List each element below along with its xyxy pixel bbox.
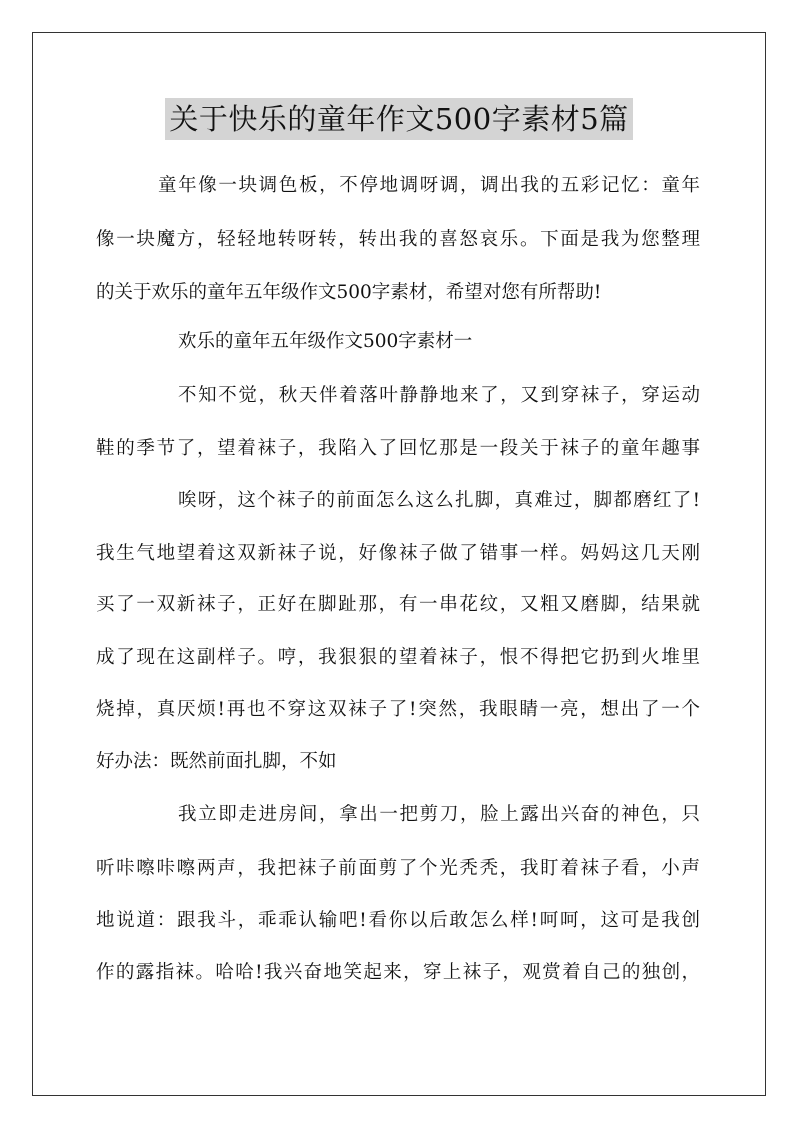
section-heading: 欢乐的童年五年级作文500字素材一: [178, 331, 473, 352]
paragraph-line: 童年像一块调色板，不停地调呀调，调出我的五彩记忆：童年: [158, 175, 700, 196]
paragraph-line: 唉呀，这个袜子的前面怎么这么扎脚，真难过，脚都磨红了!: [178, 490, 700, 511]
paragraph-line: 像一块魔方，轻轻地转呀转，转出我的喜怒哀乐。下面是我为您整理: [96, 229, 700, 250]
paragraph-line: 的关于欢乐的童年五年级作文500字素材，希望对您有所帮助!: [96, 282, 602, 303]
paragraph-line: 我生气地望着这双新袜子说，好像袜子做了错事一样。妈妈这几天刚: [96, 543, 700, 564]
paragraph-line: 不知不觉，秋天伴着落叶静静地来了，又到穿袜子，穿运动: [178, 385, 700, 406]
paragraph-line: 我立即走进房间，拿出一把剪刀，脸上露出兴奋的神色，只: [178, 804, 700, 825]
title-block: [32, 98, 766, 140]
paragraph-line: 成了现在这副样子。哼，我狠狠的望着袜子，恨不得把它扔到火堆里: [96, 647, 700, 668]
paragraph-line: 听咔嚓咔嚓两声，我把袜子前面剪了个光秃秃，我盯着袜子看，小声: [96, 858, 700, 879]
document-title: 关于快乐的童年作文500字素材5篇: [165, 98, 632, 140]
paragraph-line: 作的露指袜。哈哈!我兴奋地笑起来，穿上袜子，观赏着自己的独创，: [96, 962, 700, 983]
paragraph-line: 鞋的季节了，望着袜子，我陷入了回忆那是一段关于袜子的童年趣事: [96, 438, 700, 459]
paragraph-line: 地说道：跟我斗，乖乖认输吧!看你以后敢怎么样!呵呵，这可是我创: [96, 910, 700, 931]
paragraph-line: 烧掉，真厌烦!再也不穿这双袜子了!突然，我眼睛一亮，想出了一个: [96, 699, 700, 720]
paragraph-line: 好办法：既然前面扎脚，不如: [96, 751, 337, 772]
paragraph-line: 买了一双新袜子，正好在脚趾那，有一串花纹，又粗又磨脚，结果就: [96, 594, 700, 615]
